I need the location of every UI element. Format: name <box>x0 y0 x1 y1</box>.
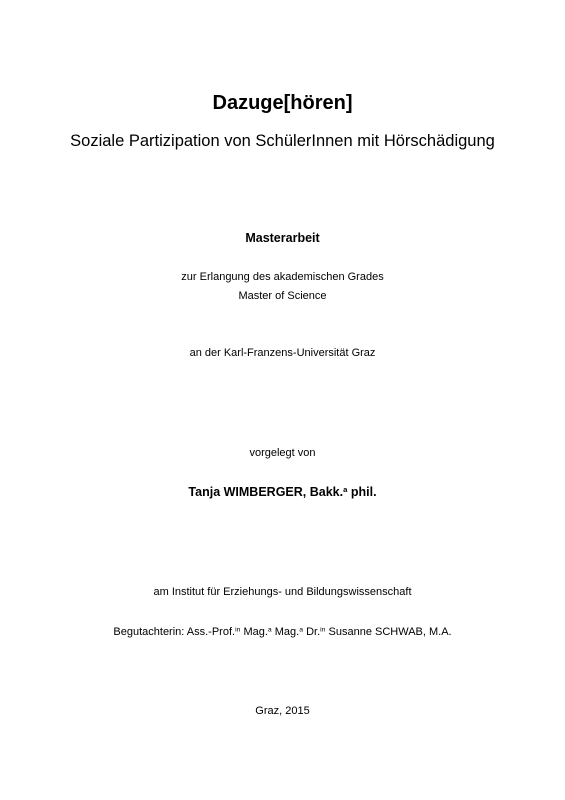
degree-purpose: zur Erlangung des akademischen Grades <box>181 271 384 283</box>
reviewer-part-4: Dr. <box>303 626 321 638</box>
reviewer-superscript-1: in <box>235 626 241 634</box>
reviewer-label: Begutachterin: Ass.-Prof. <box>113 626 236 638</box>
reviewer-superscript-4: in <box>320 626 326 634</box>
presented-by-label: vorgelegt von <box>249 447 316 459</box>
place-date: Graz, 2015 <box>255 705 310 717</box>
author-suffix: phil. <box>347 485 377 499</box>
reviewer-name: Susanne SCHWAB, M.A. <box>325 626 452 638</box>
institute-line: am Institut für Erziehungs- und Bildungswissenschaft <box>153 586 412 598</box>
reviewer-superscript-2: a <box>267 626 272 634</box>
reviewer-part-2: Mag. <box>240 626 268 638</box>
author-main: Tanja WIMBERGER, Bakk. <box>188 485 344 499</box>
thesis-title: Dazuge[hören] <box>212 92 353 114</box>
author-name <box>0 485 565 499</box>
reviewer-superscript-3: a <box>299 626 304 634</box>
reviewer-part-3: Mag. <box>271 626 300 638</box>
reviewer-line <box>0 626 565 638</box>
university-line: an der Karl-Franzens-Universität Graz <box>189 347 376 359</box>
thesis-type: Masterarbeit <box>245 231 320 245</box>
author-superscript: a <box>343 484 348 494</box>
thesis-subtitle: Soziale Partizipation von SchülerInnen mit Hörschädigung <box>70 132 495 150</box>
degree-name: Master of Science <box>238 290 327 302</box>
